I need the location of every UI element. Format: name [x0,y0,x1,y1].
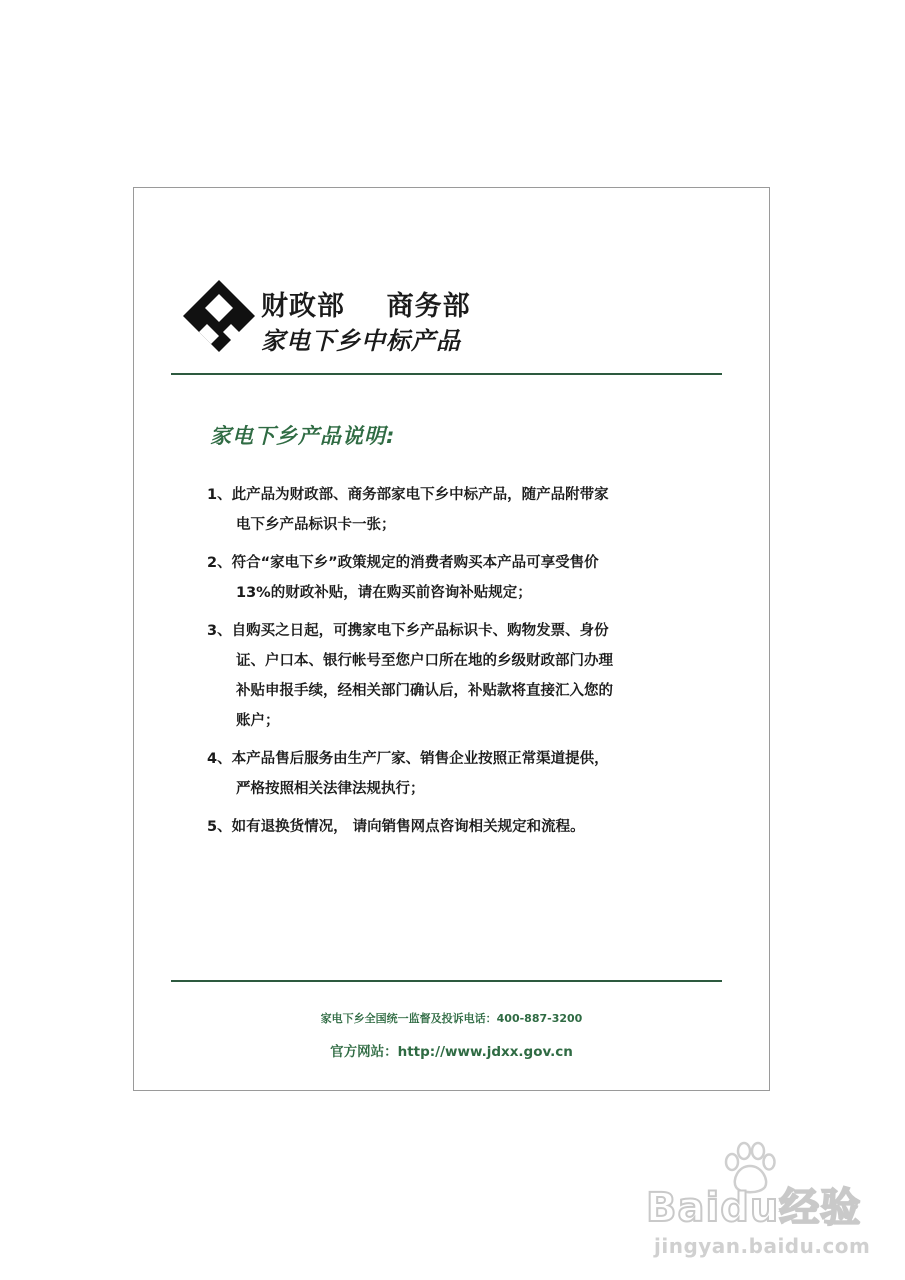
program-title: 家电下乡中标产品 [261,327,461,355]
diamond-logo-icon [183,280,255,352]
watermark-brand: Baidu经验 [646,1185,862,1231]
item-line: 4、本产品售后服务由生产厂家、销售企业按照正常渠道提供， [207,751,609,767]
item-line: 补贴申报手续，经相关部门确认后，补贴款将直接汇入您的 [236,683,613,699]
item-line: 电下乡产品标识卡一张； [236,517,396,533]
item-line: 13%的财政补贴，请在购买前咨询补贴规定； [236,585,532,601]
ministry-names: 财政部 商务部 [261,291,471,322]
official-website: 官方网站：http://www.jdxx.gov.cn [330,1044,573,1060]
section-heading: 家电下乡产品说明: [210,424,396,448]
item-line: 严格按照相关法律法规执行； [236,781,425,797]
item-line: 账户； [236,713,280,729]
list-item [207,480,697,540]
top-divider [171,373,722,375]
item-line: 证、户口本、银行帐号至您户口所在地的乡级财政部门办理 [236,653,613,669]
instruction-list [207,480,697,850]
list-item [207,812,697,842]
list-item [207,616,697,736]
complaint-hotline: 家电下乡全国统一监督及投诉电话：400-887-3200 [320,1012,583,1025]
item-line: 5、如有退换货情况， 请向销售网点咨询相关规定和流程。 [207,819,585,835]
bottom-divider [171,980,722,982]
item-line: 3、自购买之日起，可携家电下乡产品标识卡、购物发票、身份 [207,623,609,639]
list-item [207,744,697,804]
baidu-watermark [642,1140,871,1270]
list-item [207,548,697,608]
watermark-url: jingyan.baidu.com [654,1234,871,1258]
item-line: 1、此产品为财政部、商务部家电下乡中标产品，随产品附带家 [207,487,609,503]
notice-card [133,187,770,1091]
item-line: 2、符合“家电下乡”政策规定的消费者购买本产品可享受售价 [207,555,599,571]
